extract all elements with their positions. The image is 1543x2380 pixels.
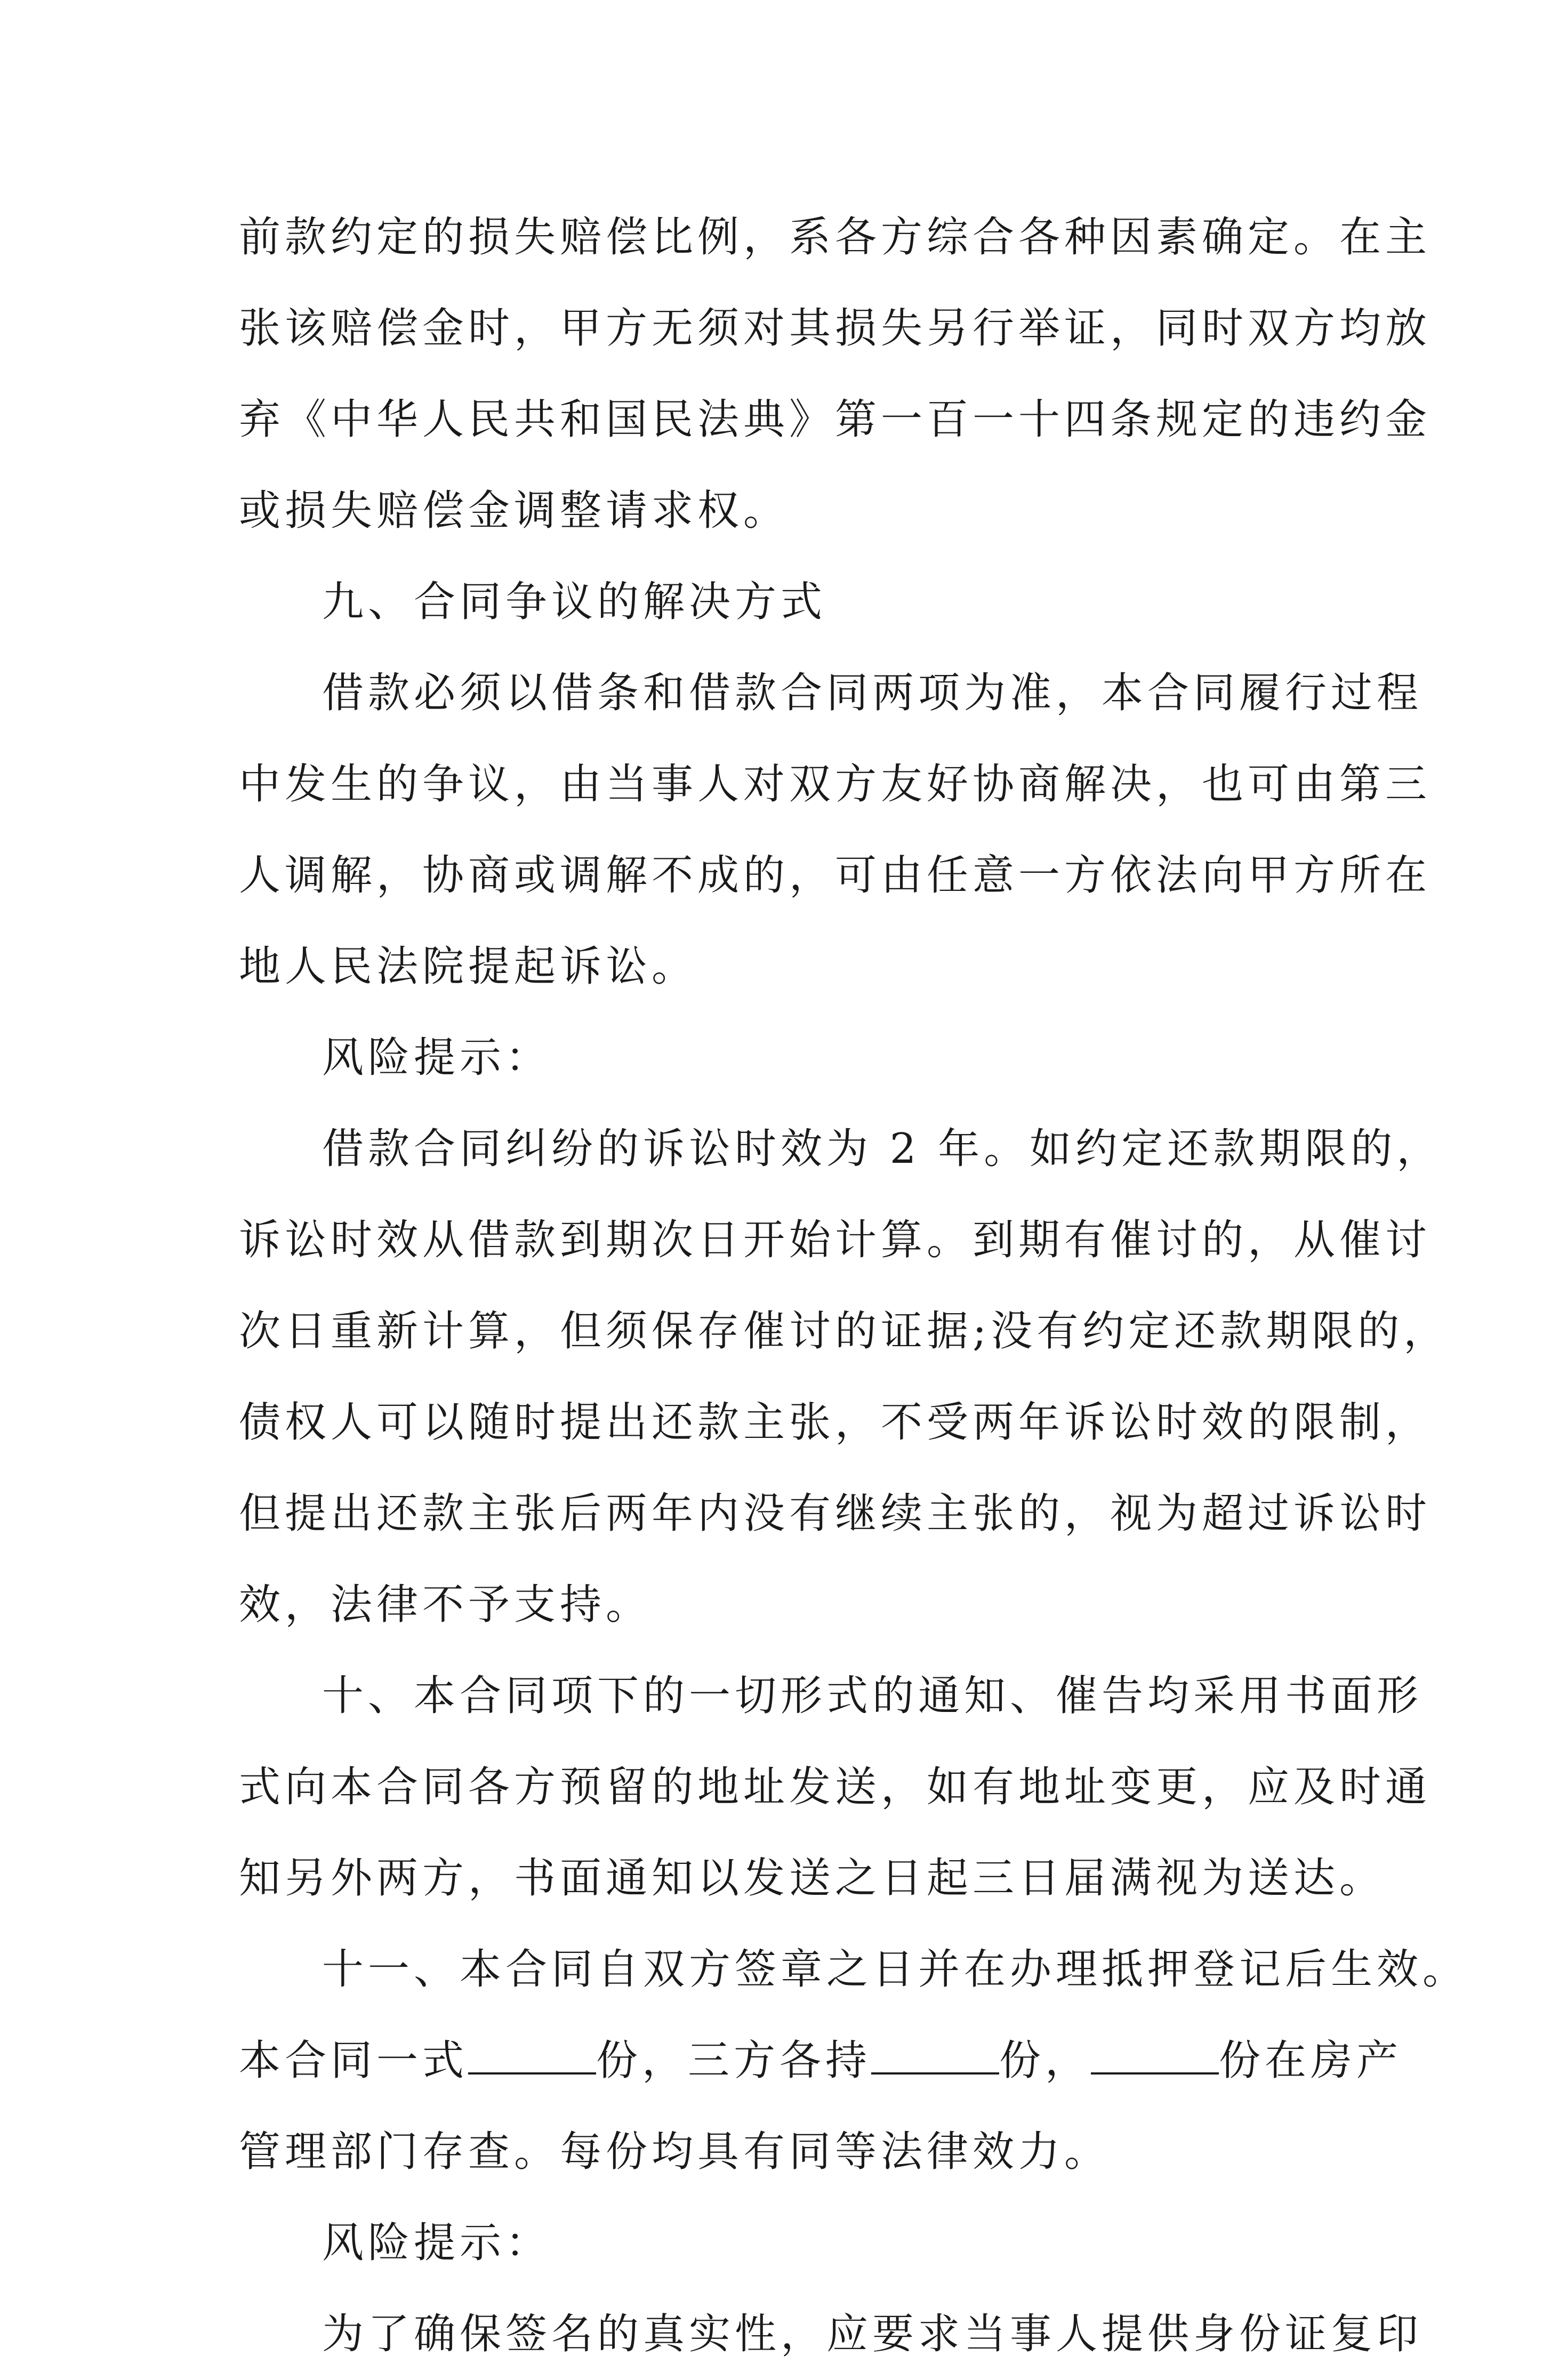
paragraph-line: 次日重新计算，但须保存催讨的证据;没有约定还款期限的， — [239, 1307, 1450, 1355]
paragraph-line: 地人民法院提起诉讼。 — [239, 943, 698, 991]
risk-tip-heading: 风险提示： — [322, 2219, 552, 2267]
copies-text-1: 本合同一式 — [239, 2037, 469, 2085]
copies-text-4: 份在房产 — [1219, 2037, 1403, 2085]
paragraph-line-with-blanks — [239, 2015, 1403, 2106]
paragraph-line: 为了确保签名的真实性，应要求当事人提供身份证复印 — [322, 2310, 1423, 2358]
blank-field — [871, 2040, 999, 2075]
paragraph-line: 弃《中华人民共和国民法典》第一百一十四条规定的违约金 — [239, 396, 1432, 444]
paragraph-line: 人调解，协商或调解不成的，可由任意一方依法向甲方所在 — [239, 851, 1432, 899]
paragraph-line: 借款合同纠纷的诉讼时效为 2 年。如约定还款期限的， — [322, 1125, 1443, 1173]
paragraph-line: 中发生的争议，由当事人对双方友好协商解决，也可由第三 — [239, 760, 1432, 808]
risk-tip-heading: 风险提示： — [322, 1034, 552, 1082]
paragraph-line: 知另外两方，书面通知以发送之日起三日届满视为送达。 — [239, 1854, 1386, 1902]
paragraph-line: 诉讼时效从借款到期次日开始计算。到期有催讨的，从催讨 — [239, 1216, 1432, 1264]
paragraph-line: 或损失赔偿金调整请求权。 — [239, 487, 790, 535]
paragraph-line: 管理部门存查。每份均具有同等法律效力。 — [239, 2128, 1111, 2176]
paragraph-line: 式向本合同各方预留的地址发送，如有地址变更，应及时通 — [239, 1763, 1432, 1811]
document-body — [239, 192, 1469, 2380]
section-heading-10: 十、本合同项下的一切形式的通知、催告均采用书面形 — [322, 1672, 1423, 1720]
paragraph-line: 但提出还款主张后两年内没有继续主张的，视为超过诉讼时 — [239, 1490, 1432, 1538]
copies-text-3: 份， — [999, 2037, 1091, 2085]
paragraph-line: 借款必须以借条和借款合同两项为准，本合同履行过程 — [322, 669, 1423, 717]
paragraph-line: 效，法律不予支持。 — [239, 1581, 652, 1629]
section-heading-11: 十一、本合同自双方签章之日并在办理抵押登记后生效。 — [322, 1945, 1469, 1993]
section-heading-9: 九、合同争议的解决方式 — [322, 578, 827, 626]
paragraph-line: 前款约定的损失赔偿比例，系各方综合各种因素确定。在主 — [239, 213, 1432, 261]
copies-text-2: 份，三方各持 — [596, 2037, 872, 2085]
blank-field — [1091, 2040, 1219, 2075]
paragraph-line: 张该赔偿金时，甲方无须对其损失另行举证，同时双方均放 — [239, 304, 1432, 352]
blank-field — [468, 2040, 596, 2075]
paragraph-line: 债权人可以随时提出还款主张，不受两年诉讼时效的限制， — [239, 1398, 1432, 1446]
